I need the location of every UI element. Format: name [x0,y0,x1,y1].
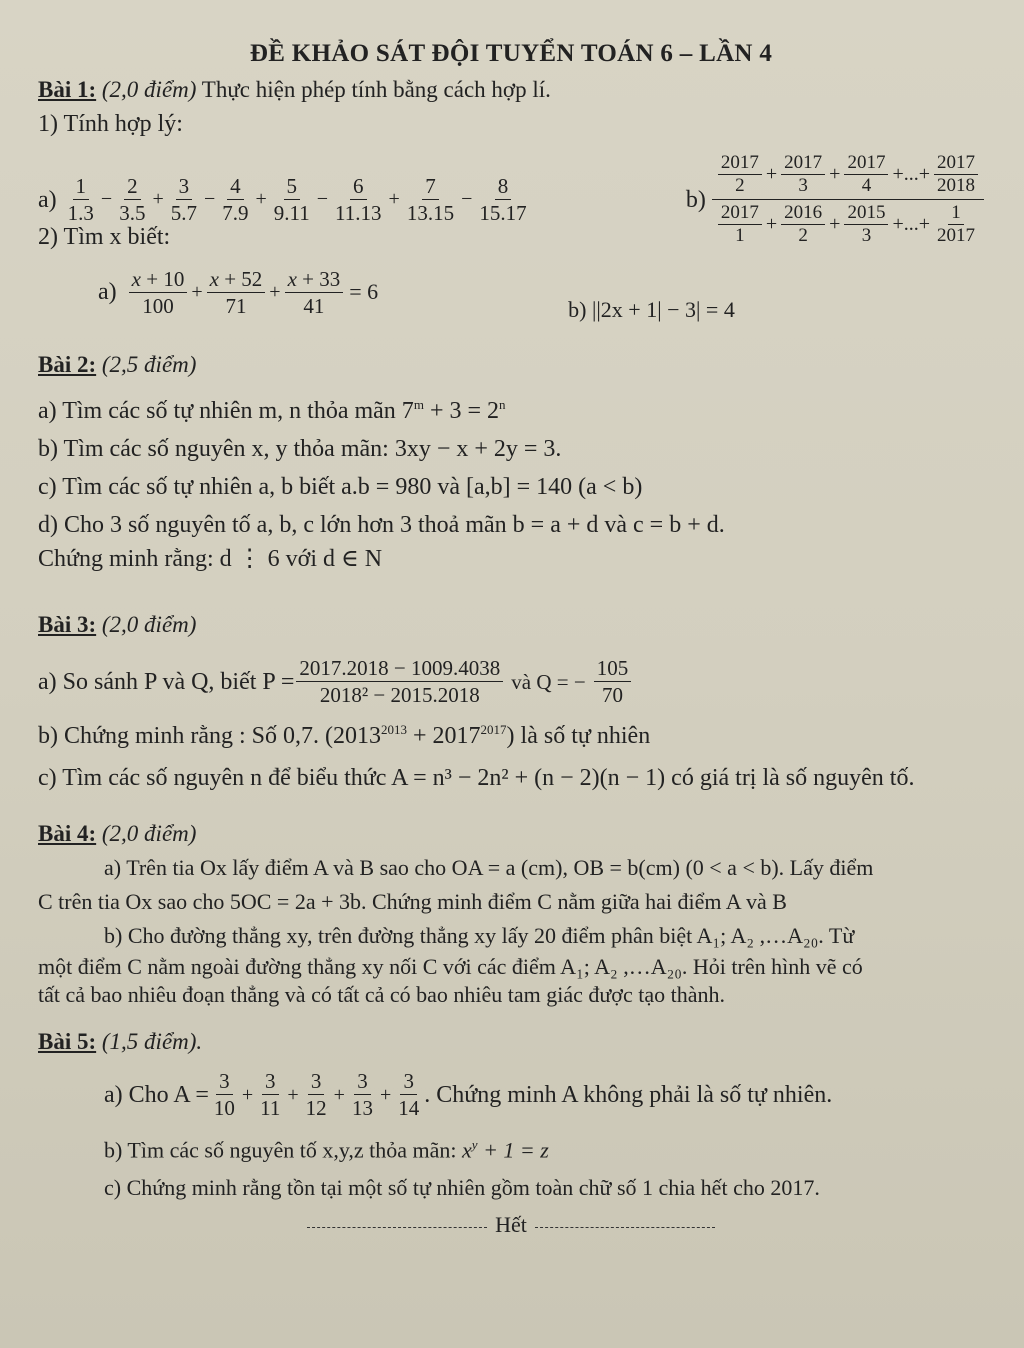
bai2-points: (2,5 điểm) [101,352,197,377]
bai3-a-mid: và Q = − [511,669,586,694]
bai5-heading [38,1026,984,1058]
bai1-2-row [38,261,984,323]
bai2-a-sup1: m [413,397,424,412]
bai3-label: Bài 3: [38,612,97,637]
footer-dash-left [307,1227,487,1228]
bai2-c: c) Tìm các số tự nhiên a, b biết a.b = 980 và [a,b] = 140 (a < b) [38,474,643,500]
bai3-b-post: ) là số tự nhiên [506,723,651,749]
bai3-b [38,714,984,752]
bai1-2a-label: a) [98,279,117,305]
footer-text: Hết [495,1212,527,1238]
bai4-heading [38,818,984,850]
bai2-a-sup2: n [499,397,506,412]
bai5-b-tail: + 1 = z [477,1137,549,1163]
bai1-heading [38,74,984,106]
bai4-b1: b) Cho đường thẳng xy, trên đường thẳng xy lấy 20 điểm phân biệt A₁; A₂ ,…A₂₀. Từ [104,923,855,948]
bai3-a-pre: a) So sánh P và Q, biết P = [38,668,295,695]
bai4-label: Bài 4: [38,821,97,846]
bai1-points: (2,0 điểm) [101,77,197,102]
bai3-a [38,655,984,708]
bai2-heading [38,349,984,381]
bai4-a2: C trên tia Ox sao cho 5OC = 2a + 3b. Chứng minh điểm C nằm giữa hai điểm A và B [38,889,787,914]
bai5-b-pre: b) Tìm các số nguyên tố x,y,z thỏa mãn: [104,1137,457,1163]
bai1-1a-expression: $\frac{1}{1.3}$ − $\frac{2}{3.5}$ + $\frac{3}{5.7}$ − $\frac{4}{7.9}$ + $\frac{5}{9.11}$ − $\frac{6}{11.13}$ + $\frac{7}{13.15}$ − $\frac{8}{15.17}$ [67,174,527,225]
bai1-1b-expression: $\frac{2017}{2}$ + $\frac{2017}{3}$ + $\frac{2017}{4}$ +...+ $\frac{2017}{2018}$ $\frac{2017}{1}$ + $\frac{2016}{2}$ + $\frac{2015}{3}$ +...+ $\frac{1}{2017}$ [712,150,984,249]
bai3-p-den: 2018² − 2015.2018 [319,683,480,707]
bai2-e: Chứng minh rằng: d ⋮ 6 với d ∈ N [38,546,383,572]
bai2-a [38,389,984,427]
bai3-points: (2,0 điểm) [101,612,197,637]
bai1-2b-expression: b) ||2x + 1| − 3| = 4 [568,297,735,322]
bai2-a-text: a) Tìm các số tự nhiên m, n thỏa mãn 7 [38,398,414,424]
bai3-b-mid: + 2017 [407,723,481,749]
bai5-b-x: x [462,1137,472,1163]
bai5-b [38,1129,984,1166]
bai4-a1: a) Trên tia Ox lấy điểm A và B sao cho OA = a (cm), OB = b(cm) (0 < a < b). Lấy điểm [104,855,874,880]
bai5-a-pre: a) Cho A = [104,1081,209,1108]
bai2-a-mid: + 3 = 2 [423,398,500,424]
bai5-b-sup: y [471,1137,478,1152]
bai2-label: Bài 2: [38,352,97,377]
bai3-c: c) Tìm các số nguyên n để biểu thức A = n³ − 2n² + (n − 2)(n − 1) có giá trị là số nguyên tố. [38,765,915,791]
bai1-part2: 2) Tìm x biết: [38,224,171,250]
bai3-heading [38,609,984,641]
bai3-b-sup1: 2013 [381,722,407,737]
bai3-q-fraction [594,655,632,708]
bai3-p-num: 2017.2018 − 1009.4038 [296,655,503,682]
bai5-label: Bài 5: [38,1029,97,1054]
bai3-q-num: 105 [594,655,632,682]
bai3-q-den: 70 [601,683,623,707]
bai5-a-post: . Chứng minh A không phải là số tự nhiên. [424,1081,833,1108]
bai1-2a-rhs: = 6 [349,279,379,304]
page-title: ĐỀ KHẢO SÁT ĐỘI TUYỂN TOÁN 6 – LẦN 4 [249,40,773,67]
bai1-part1: 1) Tính hợp lý: [38,111,183,137]
bai4-b3: tất cả bao nhiêu đoạn thẳng và có tất cả có bao nhiêu tam giác được tạo thành. [38,982,725,1007]
bai3-b-pre: b) Chứng minh rằng : Số 0,7. (2013 [38,723,381,749]
bai5-c: c) Chứng minh rằng tồn tại một số tự nhiên gồm toàn chữ số 1 chia hết cho 2017. [104,1175,820,1201]
footer [38,1212,984,1238]
bai4-points: (2,0 điểm) [101,821,197,846]
bai1-desc: Thực hiện phép tính bằng cách hợp lí. [201,77,551,102]
bai5-a [38,1068,984,1121]
bai5-points: (1,5 điểm). [101,1029,203,1054]
bai1-label: Bài 1: [38,77,97,102]
bai5-a-expression: $\frac{3}{10}$ + $\frac{3}{11}$ + $\frac{3}{12}$ + $\frac{3}{13}$ + $\frac{3}{14}$ [213,1069,420,1120]
bai1-2a-expression: $\frac{x + 10}{100}$ + $\frac{x + 52}{71}$ + $\frac{x + 33}{41}$ = 6 [127,266,379,319]
bai1-1a-label: a) [38,186,57,213]
bai2-b: b) Tìm các số nguyên x, y thỏa mãn: 3xy − x + 2y = 3. [38,436,562,462]
bai3-b-sup2: 2017 [480,722,507,737]
bai3-p-fraction [296,655,503,708]
bai2-d: d) Cho 3 số nguyên tố a, b, c lớn hơn 3 thoả mãn b = a + d và c = b + d. [38,512,725,538]
bai4-b2: một điểm C nằm ngoài đường thẳng xy nối C với các điểm A₁; A₂ ,…A₂₀. Hỏi trên hình vẽ có [38,954,863,979]
footer-dash-right [535,1227,715,1228]
bai1-1b-label: b) [685,186,706,213]
